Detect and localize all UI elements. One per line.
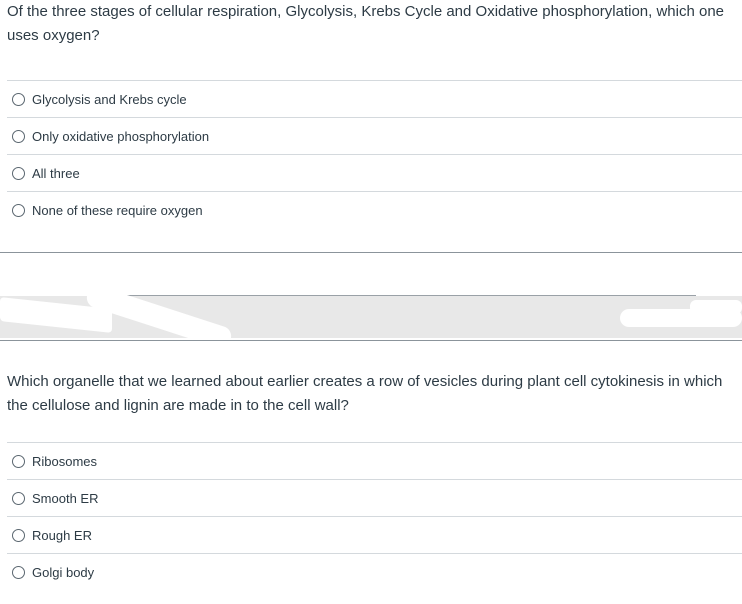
answer-label: Rough ER [32,527,92,543]
radio-button[interactable] [12,529,25,542]
question-2-answers [7,442,742,590]
question-1-text: Of the three stages of cellular respiration, Glycolysis, Krebs Cycle and Oxidative phosphorylation, which one uses oxygen? [7,3,725,44]
answer-option[interactable] [7,117,742,154]
radio-button[interactable] [12,566,25,579]
radio-button[interactable] [12,93,25,106]
radio-button[interactable] [12,455,25,468]
answer-label: Golgi body [32,564,95,580]
answer-label: All three [32,165,80,181]
answer-label: Only oxidative phosphorylation [32,128,210,144]
section-divider [0,340,742,341]
answer-option[interactable] [7,553,742,590]
question-1-answers [7,80,742,228]
answer-option[interactable] [7,80,742,117]
answer-option[interactable] [7,516,742,553]
question-2-text: Which organelle that we learned about earlier creates a row of vesicles during plant cell cytokinesis in which the cellulose and lignin are made in to the cell wall? [7,373,723,414]
answer-label: Ribosomes [32,453,98,469]
answer-label: None of these require oxygen [32,202,203,218]
answer-label: Smooth ER [32,490,99,506]
radio-button[interactable] [12,492,25,505]
redaction-mark [690,300,742,314]
radio-button[interactable] [12,130,25,143]
answer-option[interactable] [7,191,742,228]
answer-option[interactable] [7,479,742,516]
section-divider [0,252,742,253]
answer-label: Glycolysis and Krebs cycle [32,91,187,107]
answer-option[interactable] [7,442,742,479]
radio-button[interactable] [12,204,25,217]
answer-option[interactable] [7,154,742,191]
radio-button[interactable] [12,167,25,180]
